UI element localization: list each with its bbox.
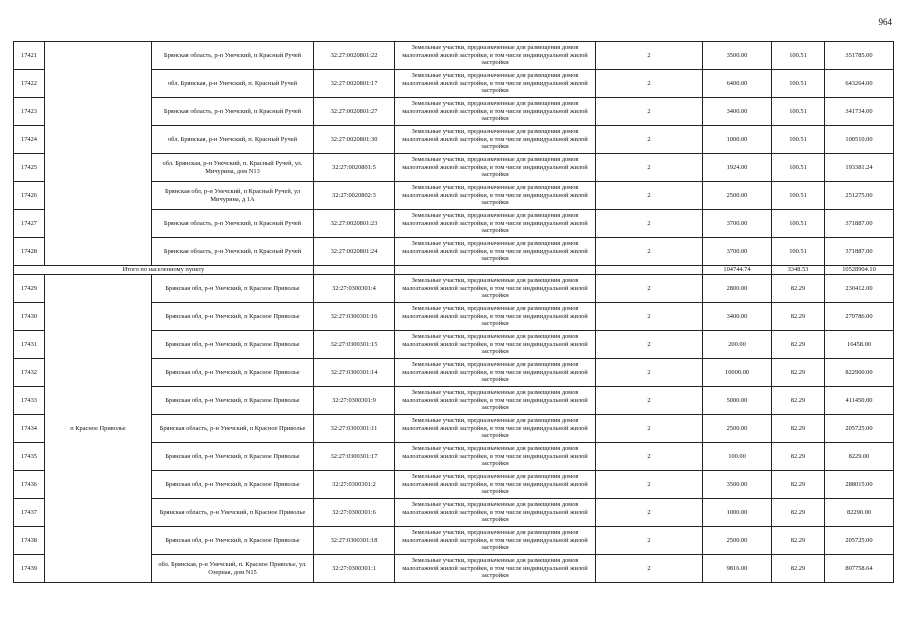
row-id: 17422 [14, 70, 45, 98]
land-use-cell: Земельные участки, предназначенные для размещения домов малоэтажной жилой застройки, в том числе индивидуальной жилой застройки [395, 443, 596, 471]
cadastral-number-cell: 32:27:0020801:22 [314, 42, 395, 70]
value-cell: 351785.00 [825, 42, 894, 70]
area-cell: 2500.00 [703, 182, 772, 210]
subtotal-rate: 3348.53 [772, 266, 825, 275]
cadastral-number-cell: 32:27:0300301:2 [314, 471, 395, 499]
group-cell: 2 [596, 443, 703, 471]
row-id: 17429 [14, 275, 45, 303]
area-cell: 200.00 [703, 331, 772, 359]
land-use-cell: Земельные участки, предназначенные для размещения домов малоэтажной жилой застройки, в том числе индивидуальной жилой застройки [395, 98, 596, 126]
group-cell: 2 [596, 126, 703, 154]
row-id: 17427 [14, 210, 45, 238]
address-cell: обл. Брянская, р-н Унечский, п. Красный Ручей [152, 126, 314, 154]
area-cell: 3500.00 [703, 471, 772, 499]
address-cell: обл. Брянская, р-н Унечский, п. Красный Ручей, ул. Мичурина, дом N13 [152, 154, 314, 182]
cadastral-number-cell: 32:27:0300301:9 [314, 387, 395, 415]
address-cell: обл. Брянская, р-н Унечский, п. Красное Приволье, ул. Озерная, дом N15 [152, 555, 314, 583]
value-cell: 8229.00 [825, 443, 894, 471]
value-cell: 16458.00 [825, 331, 894, 359]
land-use-cell: Земельные участки, предназначенные для размещения домов малоэтажной жилой застройки, в том числе индивидуальной жилой застройки [395, 499, 596, 527]
land-use-cell: Земельные участки, предназначенные для размещения домов малоэтажной жилой застройки, в том числе индивидуальной жилой застройки [395, 182, 596, 210]
group-cell: 2 [596, 387, 703, 415]
cadastral-number-cell: 32:27:0020801:27 [314, 98, 395, 126]
value-cell: 371887.00 [825, 210, 894, 238]
address-cell: Брянская область, р-н Унечский, п Красный Ручей [152, 238, 314, 266]
rate-cell: 100.51 [772, 126, 825, 154]
cadastral-number-cell: 32:27:0300301:18 [314, 527, 395, 555]
group-cell: 2 [596, 98, 703, 126]
group-cell: 2 [596, 182, 703, 210]
land-use-cell: Земельные участки, предназначенные для размещения домов малоэтажной жилой застройки, в том числе индивидуальной жилой застройки [395, 387, 596, 415]
value-cell: 279786.00 [825, 303, 894, 331]
rate-cell: 100.51 [772, 210, 825, 238]
area-cell: 10000.00 [703, 359, 772, 387]
address-cell: Брянская область, р-н Унечский, п Красное Приволье [152, 499, 314, 527]
land-use-cell: Земельные участки, предназначенные для размещения домов малоэтажной жилой застройки, в том числе индивидуальной жилой застройки [395, 527, 596, 555]
row-id: 17430 [14, 303, 45, 331]
subtotal-empty-cell [596, 266, 703, 275]
page-number: 964 [878, 17, 892, 27]
group-cell: 2 [596, 303, 703, 331]
rate-cell: 82.29 [772, 387, 825, 415]
row-id: 17431 [14, 331, 45, 359]
group-cell: 2 [596, 210, 703, 238]
value-cell: 807758.64 [825, 555, 894, 583]
address-cell: обл. Брянская, р-н Унечский, п. Красный Ручей [152, 70, 314, 98]
value-cell: 251275.00 [825, 182, 894, 210]
subtotal-value: 10528904.10 [825, 266, 894, 275]
value-cell: 643264.00 [825, 70, 894, 98]
rate-cell: 100.51 [772, 70, 825, 98]
rate-cell: 82.29 [772, 415, 825, 443]
row-id: 17424 [14, 126, 45, 154]
address-cell: Брянская обл, р-н Унечский, п Красное Приволье [152, 359, 314, 387]
area-cell: 3500.00 [703, 42, 772, 70]
cadastral-number-cell: 32:27:0300301:1 [314, 555, 395, 583]
value-cell: 371887.00 [825, 238, 894, 266]
subtotal-area: 104744.74 [703, 266, 772, 275]
cadastral-number-cell: 32:27:0300301:14 [314, 359, 395, 387]
area-cell: 2500.00 [703, 415, 772, 443]
cadastral-number-cell: 32:27:0300301:17 [314, 443, 395, 471]
land-use-cell: Земельные участки, предназначенные для размещения домов малоэтажной жилой застройки, в том числе индивидуальной жилой застройки [395, 70, 596, 98]
value-cell: 82290.00 [825, 499, 894, 527]
area-cell: 9816.00 [703, 555, 772, 583]
cadastral-number-cell: 32:27:0020801:30 [314, 126, 395, 154]
row-id: 17437 [14, 499, 45, 527]
cadastral-number-cell: 32:27:0020802:3 [314, 182, 395, 210]
cadastral-number-cell: 32:27:0300301:15 [314, 331, 395, 359]
land-use-cell: Земельные участки, предназначенные для размещения домов малоэтажной жилой застройки, в том числе индивидуальной жилой застройки [395, 415, 596, 443]
rate-cell: 100.51 [772, 42, 825, 70]
address-cell: Брянская обл, р-н Унечский, п Красное Приволье [152, 471, 314, 499]
row-id: 17435 [14, 443, 45, 471]
cadastral-number-cell: 32:27:0020801:23 [314, 210, 395, 238]
cadastral-number-cell: 32:27:0300301:6 [314, 499, 395, 527]
row-id: 17432 [14, 359, 45, 387]
group-cell: 2 [596, 154, 703, 182]
rate-cell: 82.29 [772, 555, 825, 583]
subtotal-row [14, 266, 894, 275]
address-cell: Брянская обл, р-н Унечский, п Красный Ручей, ул Мичурина, д 1А [152, 182, 314, 210]
rate-cell: 82.29 [772, 331, 825, 359]
row-id: 17423 [14, 98, 45, 126]
land-use-cell: Земельные участки, предназначенные для размещения домов малоэтажной жилой застройки, в том числе индивидуальной жилой застройки [395, 331, 596, 359]
address-cell: Брянская обл, р-н Унечский, п Красное Приволье [152, 303, 314, 331]
subtotal-label: Итого по населенному пункту [14, 266, 314, 275]
group-cell: 2 [596, 527, 703, 555]
group-cell: 2 [596, 471, 703, 499]
rate-cell: 82.29 [772, 275, 825, 303]
address-cell: Брянская область, р-н Унечский, п Красный Ручей [152, 210, 314, 238]
area-cell: 3700.00 [703, 238, 772, 266]
area-cell: 100.00 [703, 443, 772, 471]
row-id: 17434 [14, 415, 45, 443]
subtotal-empty-cell [395, 266, 596, 275]
cadastral-value-table [13, 41, 894, 583]
cadastral-number-cell: 32:27:0300301:11 [314, 415, 395, 443]
rate-cell: 82.29 [772, 443, 825, 471]
group-cell: 2 [596, 499, 703, 527]
land-use-cell: Земельные участки, предназначенные для размещения домов малоэтажной жилой застройки, в том числе индивидуальной жилой застройки [395, 275, 596, 303]
address-cell: Брянская обл, р-н Унечский, п Красное Приволье [152, 443, 314, 471]
group-cell: 2 [596, 238, 703, 266]
rate-cell: 100.51 [772, 98, 825, 126]
value-cell: 205725.00 [825, 527, 894, 555]
value-cell: 341734.00 [825, 98, 894, 126]
address-cell: Брянская обл, р-н Унечский, п Красное Приволье [152, 387, 314, 415]
land-use-cell: Земельные участки, предназначенные для размещения домов малоэтажной жилой застройки, в том числе индивидуальной жилой застройки [395, 238, 596, 266]
address-cell: Брянская обл, р-н Унечский, п Красное Приволье [152, 275, 314, 303]
group-cell: 2 [596, 331, 703, 359]
area-cell: 2500.00 [703, 527, 772, 555]
row-id: 17425 [14, 154, 45, 182]
area-cell: 1924.00 [703, 154, 772, 182]
value-cell: 288015.00 [825, 471, 894, 499]
locality-label: п Красное Привольe [45, 275, 152, 583]
value-cell: 411450.00 [825, 387, 894, 415]
cadastral-number-cell: 32:27:0300301:4 [314, 275, 395, 303]
land-use-cell: Земельные участки, предназначенные для размещения домов малоэтажной жилой застройки, в том числе индивидуальной жилой застройки [395, 471, 596, 499]
group-cell: 2 [596, 275, 703, 303]
value-cell: 230412.00 [825, 275, 894, 303]
group-cell: 2 [596, 555, 703, 583]
area-cell: 3400.00 [703, 303, 772, 331]
value-cell: 193381.24 [825, 154, 894, 182]
row-id: 17421 [14, 42, 45, 70]
land-use-cell: Земельные участки, предназначенные для размещения домов малоэтажной жилой застройки, в том числе индивидуальной жилой застройки [395, 210, 596, 238]
row-id: 17438 [14, 527, 45, 555]
address-cell: Брянская область, р-н Унечский, п Красное Приволье [152, 415, 314, 443]
area-cell: 5000.00 [703, 387, 772, 415]
rate-cell: 100.51 [772, 154, 825, 182]
group-cell: 2 [596, 415, 703, 443]
group-cell: 2 [596, 70, 703, 98]
value-cell: 822900.00 [825, 359, 894, 387]
address-cell: Брянская обл, р-н Унечский, п Красное Приволье [152, 527, 314, 555]
rate-cell: 82.29 [772, 303, 825, 331]
land-use-cell: Земельные участки, предназначенные для размещения домов малоэтажной жилой застройки, в том числе индивидуальной жилой застройки [395, 126, 596, 154]
row-id: 17439 [14, 555, 45, 583]
cadastral-number-cell: 32:27:0020801:5 [314, 154, 395, 182]
rate-cell: 100.51 [772, 182, 825, 210]
locality-label [45, 42, 152, 266]
address-cell: Брянская область, р-н Унечский, п Красный Ручей [152, 42, 314, 70]
land-use-cell: Земельные участки, предназначенные для размещения домов малоэтажной жилой застройки, в том числе индивидуальной жилой застройки [395, 154, 596, 182]
area-cell: 1000.00 [703, 126, 772, 154]
area-cell: 1000.00 [703, 499, 772, 527]
row-id: 17433 [14, 387, 45, 415]
subtotal-empty-cell [314, 266, 395, 275]
row-id: 17426 [14, 182, 45, 210]
value-cell: 205725.00 [825, 415, 894, 443]
cadastral-number-cell: 32:27:0300301:16 [314, 303, 395, 331]
area-cell: 3700.00 [703, 210, 772, 238]
area-cell: 3400.00 [703, 98, 772, 126]
area-cell: 6400.00 [703, 70, 772, 98]
land-use-cell: Земельные участки, предназначенные для размещения домов малоэтажной жилой застройки, в том числе индивидуальной жилой застройки [395, 555, 596, 583]
cadastral-number-cell: 32:27:0020801:17 [314, 70, 395, 98]
table-row [14, 42, 894, 70]
table-row [14, 275, 894, 303]
area-cell: 2800.00 [703, 275, 772, 303]
group-cell: 2 [596, 42, 703, 70]
rate-cell: 82.29 [772, 499, 825, 527]
rate-cell: 82.29 [772, 527, 825, 555]
address-cell: Брянская обл, р-н Унечский, п Красное Приволье [152, 331, 314, 359]
land-use-cell: Земельные участки, предназначенные для размещения домов малоэтажной жилой застройки, в том числе индивидуальной жилой застройки [395, 359, 596, 387]
value-cell: 100510.00 [825, 126, 894, 154]
cadastral-number-cell: 32:27:0020801:24 [314, 238, 395, 266]
rate-cell: 100.51 [772, 238, 825, 266]
rate-cell: 82.29 [772, 471, 825, 499]
row-id: 17428 [14, 238, 45, 266]
address-cell: Брянская область, р-н Унечский, п Красный Ручей [152, 98, 314, 126]
row-id: 17436 [14, 471, 45, 499]
land-use-cell: Земельные участки, предназначенные для размещения домов малоэтажной жилой застройки, в том числе индивидуальной жилой застройки [395, 303, 596, 331]
group-cell: 2 [596, 359, 703, 387]
rate-cell: 82.29 [772, 359, 825, 387]
land-use-cell: Земельные участки, предназначенные для размещения домов малоэтажной жилой застройки, в том числе индивидуальной жилой застройки [395, 42, 596, 70]
